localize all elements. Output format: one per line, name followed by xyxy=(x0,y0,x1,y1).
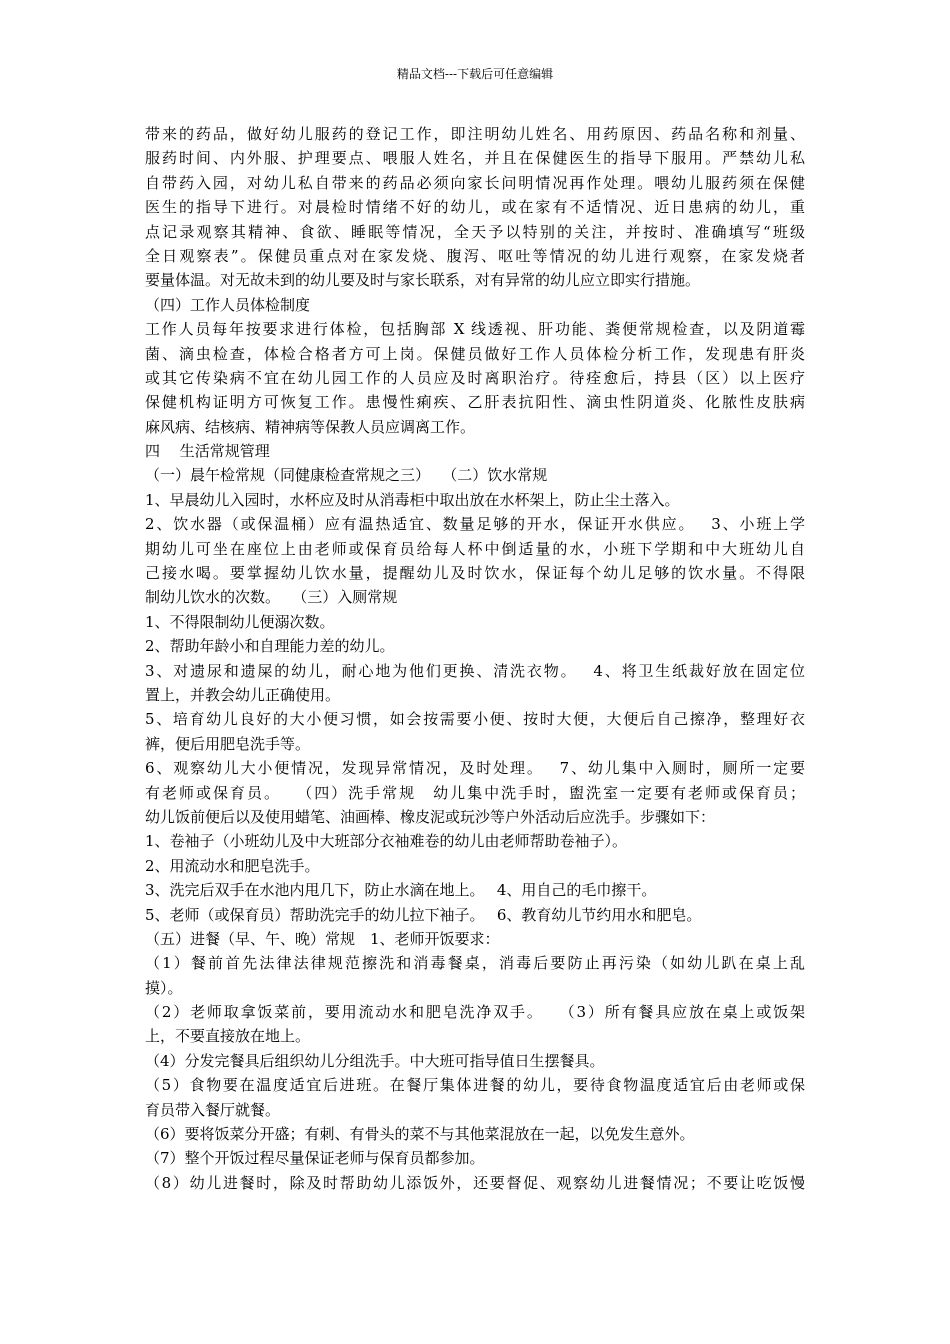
text-line: （四）工作人员体检制度 xyxy=(145,295,311,314)
text-line: （2）老师取拿饭菜前，要用流动水和肥皂洗净双手。 （3）所有餐具应放在桌上或饭架 xyxy=(145,1003,805,1022)
text-line: 2、饮水器（或保温桶）应有温热适宜、数量足够的开水，保证开水供应。 3、小班上学 xyxy=(145,515,805,534)
text-line: 医生的指导下进行。对晨检时情绪不好的幼儿，或在家有不适情况、近日患病的幼儿，重 xyxy=(145,198,805,217)
text-line: 5、培育幼儿良好的大小便习惯，如会按需要小便、按时大便，大便后自己擦净，整理好衣 xyxy=(145,710,805,729)
text-line: 有老师或保育员。 （四）洗手常规 幼儿集中洗手时，盥洗室一定要有老师或保育员； xyxy=(145,783,805,802)
text-line: 摸）。 xyxy=(145,978,183,997)
text-line: 自带药入园，对幼儿私自带来的药品必须向家长问明情况再作处理。喂幼儿服药须在保健 xyxy=(145,173,805,192)
text-line: 1、早晨幼儿入园时，水杯应及时从消毒柜中取出放在水杯架上，防止尘土落入。 xyxy=(145,490,680,509)
text-line: 2、用流动水和肥皂洗手。 xyxy=(145,856,320,875)
text-line: 裤，便后用肥皂洗手等。 xyxy=(145,734,311,753)
text-line: （4）分发完餐具后组织幼儿分组洗手。中大班可指导值日生摆餐具。 xyxy=(145,1051,605,1070)
text-line: （7）整个开饭过程尽量保证老师与保育员都参加。 xyxy=(145,1149,485,1168)
text-line: 制幼儿饮水的次数。 （三）入厕常规 xyxy=(145,588,398,607)
text-line: （8）幼儿进餐时，除及时帮助幼儿添饭外，还要督促、观察幼儿进餐情况；不要让吃饭慢 xyxy=(145,1173,805,1192)
text-line: 工作人员每年按要求进行体检，包括胸部 X 线透视、肝功能、粪便常规检查，以及阴道霉 xyxy=(145,320,805,339)
text-line: 带来的药品，做好幼儿服药的登记工作，即注明幼儿姓名、用药原因、药品名称和剂量、 xyxy=(145,125,805,143)
text-line: 己接水喝。要掌握幼儿饮水量，提醒幼儿及时饮水，保证每个幼儿足够的饮水量。不得限 xyxy=(145,564,805,583)
text-line: 服药时间、内外服、护理要点、喂服人姓名，并且在保健医生的指导下服用。严禁幼儿私 xyxy=(145,149,805,168)
document-body xyxy=(145,122,805,1195)
text-line: （5）食物要在温度适宜后进班。在餐厅集体进餐的幼儿，要待食物温度适宜后由老师或保 xyxy=(145,1076,805,1095)
text-line: 6、观察幼儿大小便情况，发现异常情况，及时处理。 7、幼儿集中入厕时，厕所一定要 xyxy=(145,759,805,778)
text-line: 期幼儿可坐在座位上由老师或保育员给每人杯中倒适量的水，小班下学期和中大班幼儿自 xyxy=(145,539,805,558)
text-line: （五）进餐（早、午、晚）常规 1、老师开饭要求： xyxy=(145,929,500,948)
text-line: 上，不要直接放在地上。 xyxy=(145,1027,311,1046)
text-line: 要量体温。对无故未到的幼儿要及时与家长联系，对有异常的幼儿应立即实行措施。 xyxy=(145,271,701,290)
text-line: 3、对遗尿和遗屎的幼儿，耐心地为他们更换、清洗衣物。 4、将卫生纸裁好放在固定位 xyxy=(145,661,805,680)
page-header: 精品文档---下载后可任意编辑 xyxy=(396,67,554,81)
text-line: （一）晨午检常规（同健康检查常规之三） （二）饮水常规 xyxy=(145,466,548,485)
text-line: 全日观察表”。保健员重点对在家发烧、腹泻、呕吐等情况的幼儿进行观察，在家发烧者 xyxy=(145,246,805,265)
text-line: 3、洗完后双手在水池内甩几下，防止水滴在地上。 4、用自己的毛巾擦干。 xyxy=(145,881,657,900)
text-line: 点记录观察其精神、食欲、睡眠等情况，全天予以特别的关注，并按时、准确填写“班级 xyxy=(145,222,805,241)
text-line: （6）要将饭菜分开盛；有刺、有骨头的菜不与其他菜混放在一起，以免发生意外。 xyxy=(145,1125,695,1144)
text-line: 育员带入餐厅就餐。 xyxy=(145,1100,281,1119)
text-line: 麻风病、结核病、精神病等保教人员应调离工作。 xyxy=(145,417,476,436)
text-line: 5、老师（或保育员）帮助洗完手的幼儿拉下袖子。 6、教育幼儿节约用水和肥皂。 xyxy=(145,905,702,924)
text-line: 保健机构证明方可恢复工作。患慢性痢疾、乙肝表抗阳性、滴虫性阴道炎、化脓性皮肤病 xyxy=(145,393,805,412)
text-line: 幼儿饭前便后以及使用蜡笔、油画棒、橡皮泥或玩沙等户外活动后应洗手。步骤如下： xyxy=(145,807,716,826)
text-line: 置上，并教会幼儿正确使用。 xyxy=(145,685,341,704)
text-line: 1、卷袖子（小班幼儿及中大班部分衣袖难卷的幼儿由老师帮助卷袖子）。 xyxy=(145,832,628,851)
text-line: 2、帮助年龄小和自理能力差的幼儿。 xyxy=(145,637,395,656)
text-line: 菌、滴虫检查，体检合格者方可上岗。保健员做好工作人员体检分析工作，发现患有肝炎 xyxy=(145,344,805,363)
text-line: （1）餐前首先法律法律规范擦洗和消毒餐桌，消毒后要防止再污染（如幼儿趴在桌上乱 xyxy=(145,954,805,973)
text-line: 四 生活常规管理 xyxy=(145,442,270,461)
text-line: 或其它传染病不宜在幼儿园工作的人员应及时离职治疗。待痊愈后，持县（区）以上医疗 xyxy=(145,368,805,387)
text-line: 1、不得限制幼儿便溺次数。 xyxy=(145,612,335,631)
